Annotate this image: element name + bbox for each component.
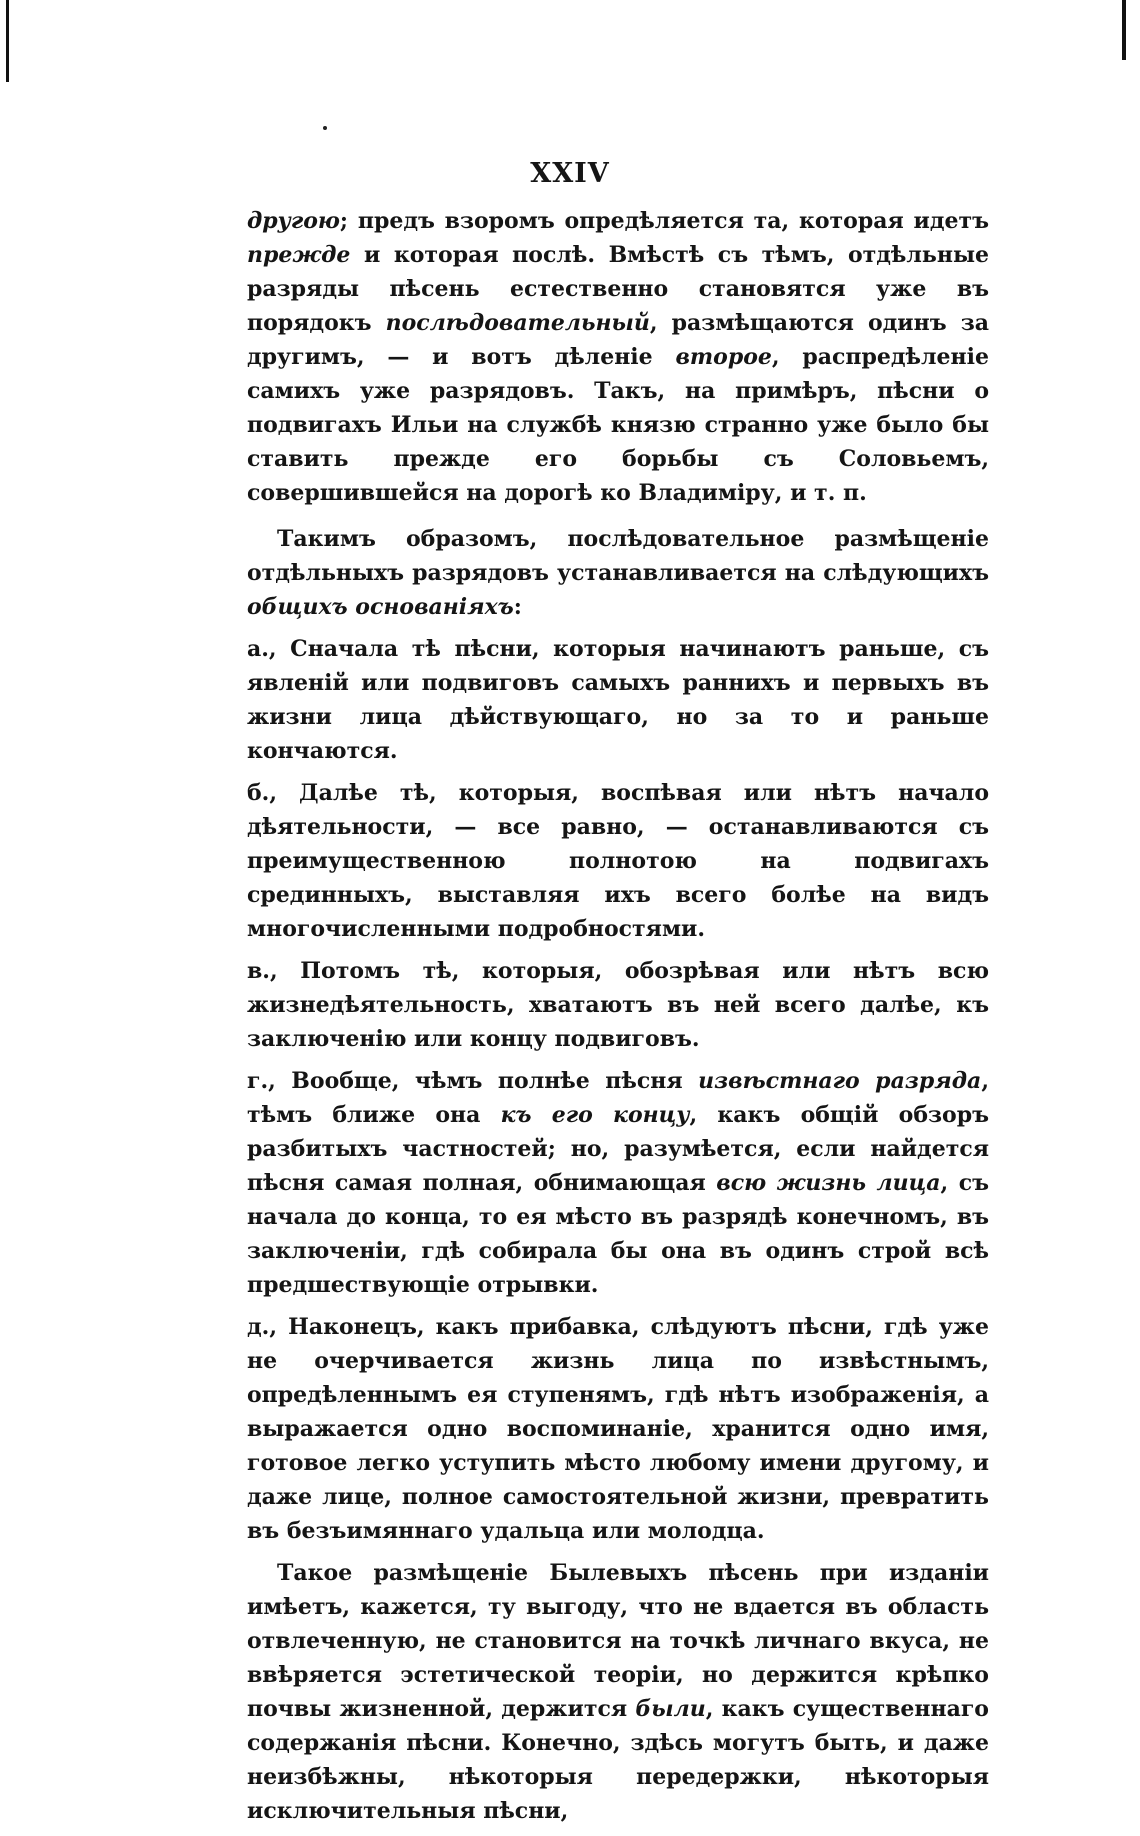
text-run: , съ начала до конца, то ея мѣсто въ разрядѣ конечномъ, въ заключеніи, гдѣ собирала бы она въ одинъ строй всѣ предшествующіе отрывки. bbox=[247, 1170, 989, 1298]
italic-text: общихъ основаніяхъ bbox=[247, 594, 514, 620]
paragraph bbox=[247, 776, 989, 946]
text-run: , какъ существеннаго содержанія пѣсни. Конечно, здѣсь могутъ быть, и даже неизбѣжны, нѣкоторыя передержки, нѣкоторыя исключительныя пѣсни, bbox=[247, 1696, 989, 1824]
paragraph bbox=[247, 1310, 989, 1548]
italic-text: другою bbox=[247, 208, 340, 234]
text-run: , размѣщаются одинъ за другимъ, — и вотъ дѣленіе bbox=[247, 310, 989, 370]
paragraph bbox=[247, 1064, 989, 1302]
text-run: , распредѣленіе самихъ уже разрядовъ. Такъ, на примѣръ, пѣсни о подвигахъ Ильи на службѣ князю странно уже было бы ставить прежде его борьбы съ Соловьемъ, совершившейся на дорогѣ ко Владиміру, и т. п. bbox=[247, 344, 989, 506]
ink-speck bbox=[323, 126, 327, 130]
body-text bbox=[247, 204, 989, 1836]
paragraph bbox=[247, 632, 989, 768]
paragraph bbox=[247, 954, 989, 1056]
paragraph bbox=[247, 1556, 989, 1828]
italic-text: извѣстнаго разряда bbox=[698, 1068, 982, 1094]
text-run: , тѣмъ ближе она bbox=[247, 1068, 989, 1128]
text-run: б., Далѣе тѣ, которыя, воспѣвая или нѣтъ начало дѣятельности, — все равно, — останавливаются съ преимущественною полнотою на подвигахъ срединныхъ, выставляя ихъ всего болѣе на видъ многочисленными подробностями. bbox=[247, 780, 989, 942]
text-run: Такое размѣщеніе Былевыхъ пѣсень при изданіи имѣетъ, кажется, ту выгоду, что не вдается въ область отвлеченную, не становится на точкѣ личнаго вкуса, не ввѣряется эстетической теоріи, но держится крѣпко почвы жизненной, держится bbox=[247, 1560, 989, 1722]
text-run: Такимъ образомъ, послѣдовательное размѣщеніе отдѣльныхъ разрядовъ устанавливается на слѣдующихъ bbox=[247, 526, 989, 586]
paragraph bbox=[247, 204, 989, 510]
italic-text: послѣдовательный bbox=[385, 310, 650, 336]
italic-text: второе bbox=[675, 344, 772, 370]
italic-text: прежде bbox=[247, 242, 351, 268]
text-run: и которая послѣ. Вмѣстѣ съ тѣмъ, отдѣльные разряды пѣсень естественно становятся уже въ порядокъ bbox=[247, 242, 989, 336]
italic-text: всю жизнь лица bbox=[716, 1170, 941, 1196]
text-run: д., Наконецъ, какъ прибавка, слѣдуютъ пѣсни, гдѣ уже не очерчивается жизнь лица по извѣстнымъ, опредѣленнымъ ея ступенямъ, гдѣ нѣтъ изображенія, а выражается одно воспоминаніе, хранится одно имя, готовое легко уступить мѣсто любому имени другому, и даже лице, полное самостоятельной жизни, превратить въ безъимяннаго удальца или молодца. bbox=[247, 1314, 989, 1544]
scan-left-edge bbox=[6, 0, 9, 82]
text-run: а., Сначала тѣ пѣсни, которыя начинаютъ раньше, съ явленій или подвиговъ самыхъ раннихъ и первыхъ въ жизни лица дѣйствующаго, но за то и раньше кончаются. bbox=[247, 636, 989, 764]
paragraph bbox=[247, 522, 989, 624]
scan-right-edge bbox=[1122, 0, 1126, 60]
italic-text: были bbox=[635, 1696, 706, 1722]
text-run: : bbox=[513, 594, 522, 620]
text-run: г., Вообще, чѣмъ полнѣе пѣсня bbox=[247, 1068, 699, 1094]
page-number: XXIV bbox=[530, 158, 610, 189]
text-run: в., Потомъ тѣ, которыя, обозрѣвая или нѣтъ всю жизнедѣятельность, хватаютъ въ ней всего далѣе, къ заключенію или концу подвиговъ. bbox=[247, 958, 989, 1052]
italic-text: къ его концу bbox=[500, 1102, 690, 1128]
text-run: , какъ общій обзоръ разбитыхъ частностей; но, разумѣется, если найдется пѣсня самая полная, обнимающая bbox=[247, 1102, 989, 1196]
text-run: ; предъ взоромъ опредѣляется та, которая идетъ bbox=[339, 208, 989, 234]
